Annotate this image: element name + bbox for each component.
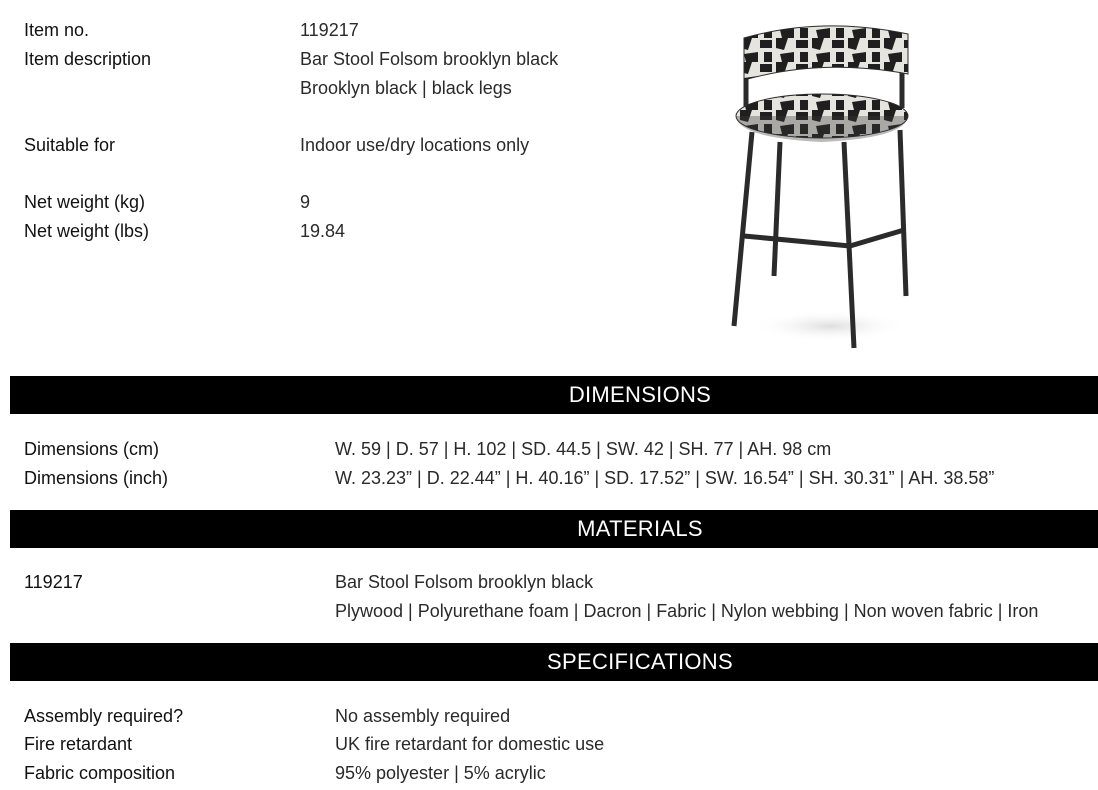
dimensions-header (10, 376, 1098, 414)
fabric-composition-value: 95% polyester | 5% acrylic (335, 763, 546, 783)
net-weight-lbs-label: Net weight (lbs) (24, 221, 150, 241)
fire-retardant-value: UK fire retardant for domestic use (335, 734, 605, 754)
dimensions-inch-label: Dimensions (inch) (24, 468, 169, 488)
fire-retardant-label: Fire retardant (24, 734, 133, 754)
item-no-label: Item no. (24, 20, 90, 40)
fabric-composition-label: Fabric composition (24, 763, 176, 783)
item-description-line1: Bar Stool Folsom brooklyn black (300, 49, 559, 69)
materials-heading: MATERIALS (577, 516, 703, 541)
net-weight-lbs-value: 19.84 (300, 221, 346, 241)
dimensions-cm-label: Dimensions (cm) (24, 439, 160, 459)
dimensions-inch-value: W. 23.23” | D. 22.44” | H. 40.16” | SD. 17.52” | SW. 16.54” | SH. 30.31” | AH. 38.58” (335, 468, 995, 488)
net-weight-kg-value: 9 (300, 192, 311, 212)
suitable-for-label: Suitable for (24, 135, 116, 155)
bar-stool-image (722, 14, 922, 354)
materials-item-name: Bar Stool Folsom brooklyn black (335, 572, 594, 592)
dimensions-heading: DIMENSIONS (568, 382, 712, 407)
materials-item-label: 119217 (24, 572, 83, 592)
materials-header (10, 510, 1098, 548)
assembly-value: No assembly required (335, 706, 511, 726)
item-description-label: Item description (24, 49, 152, 69)
assembly-label: Assembly required? (24, 706, 184, 726)
suitable-for-value: Indoor use/dry locations only (300, 135, 530, 155)
specifications-header (10, 643, 1098, 681)
item-description-line2: Brooklyn black | black legs (300, 78, 512, 98)
materials-item-materials: Plywood | Polyurethane foam | Dacron | Fabric | Nylon webbing | Non woven fabric | Iron (335, 601, 1039, 621)
item-no-value: 119217 (300, 20, 359, 40)
specifications-heading: SPECIFICATIONS (547, 649, 733, 674)
dimensions-cm-value: W. 59 | D. 57 | H. 102 | SD. 44.5 | SW. 42 | SH. 77 | AH. 98 cm (335, 439, 832, 459)
net-weight-kg-label: Net weight (kg) (24, 192, 146, 212)
